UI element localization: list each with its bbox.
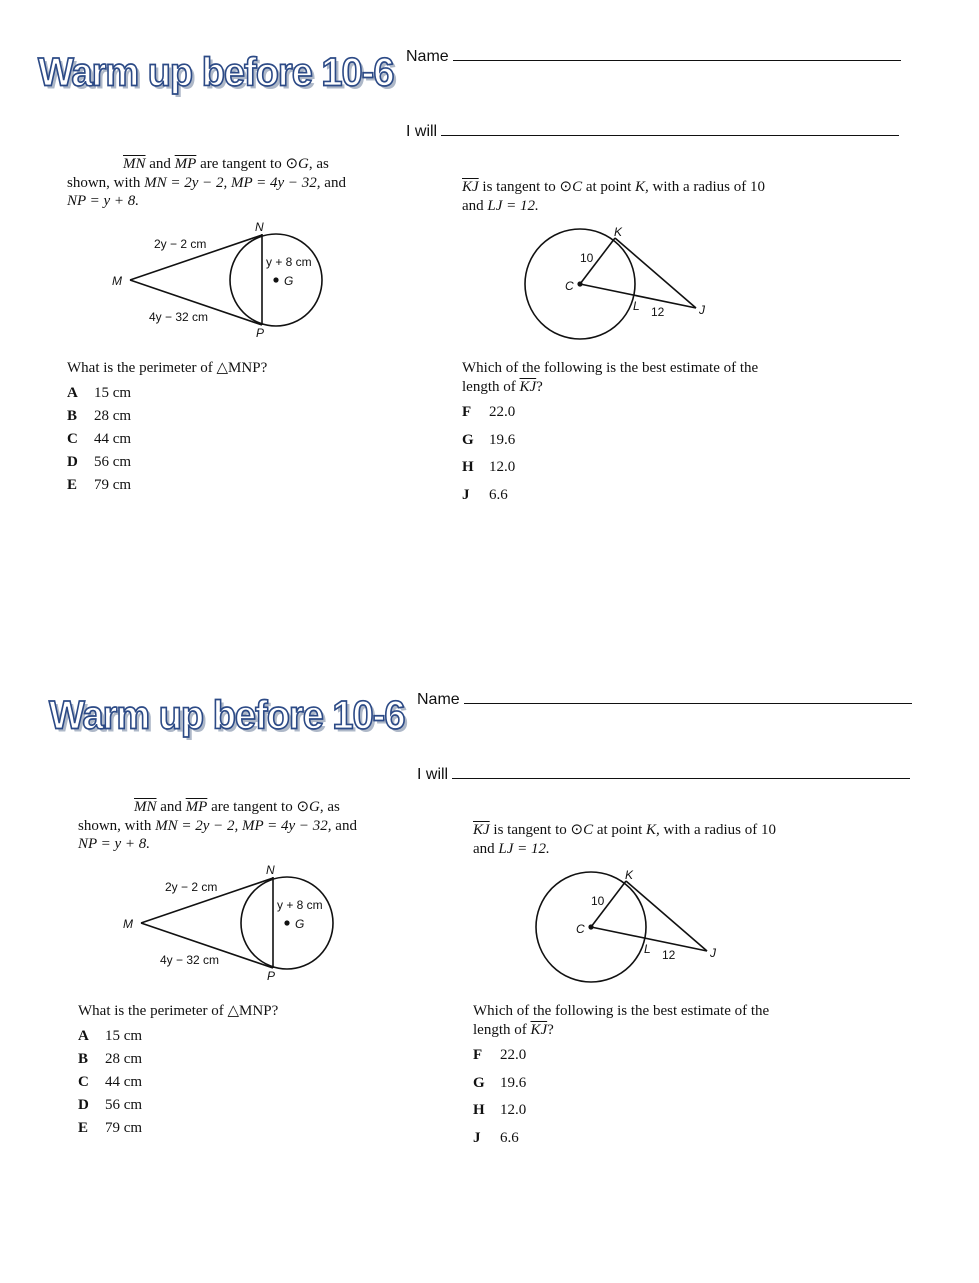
label-2y-2: 2y − 2 cm bbox=[165, 880, 218, 894]
option-B[interactable]: B 28 cm bbox=[78, 1051, 143, 1067]
center-G bbox=[273, 277, 278, 282]
label-radius: 10 bbox=[580, 251, 594, 265]
tangent-KJ bbox=[615, 238, 696, 308]
problem1-prompt: $\overline{MN}$ and $\overline{MP}$ are tangent to ⊙G, as shown, with MN = 2y − 2, MP = 4y − 32, and NP = y + 8. bbox=[67, 156, 346, 209]
worksheet-title: Warm up before 10-6 bbox=[49, 693, 405, 739]
point-L: L bbox=[644, 942, 651, 956]
worksheet-title: Warm up before 10-6 bbox=[38, 50, 394, 96]
point-M: M bbox=[123, 917, 133, 931]
problem2-diagram bbox=[520, 222, 720, 344]
goal-label: I will bbox=[406, 123, 438, 140]
option-E[interactable]: E 79 cm bbox=[78, 1120, 143, 1136]
option-J[interactable]: J 6.6 bbox=[473, 1130, 519, 1146]
option-G[interactable]: G 19.6 bbox=[473, 1075, 527, 1091]
point-L: L bbox=[633, 299, 640, 313]
label-4y-32: 4y − 32 cm bbox=[149, 310, 209, 324]
goal-field[interactable] bbox=[406, 121, 899, 141]
label-12: 12 bbox=[662, 948, 676, 962]
option-F[interactable]: F 22.0 bbox=[462, 404, 516, 420]
option-H[interactable]: H 12.0 bbox=[462, 459, 516, 475]
point-J: J bbox=[710, 946, 716, 960]
option-C[interactable]: C 44 cm bbox=[67, 431, 132, 447]
label-12: 12 bbox=[651, 305, 665, 319]
label-y+8: y + 8 cm bbox=[266, 255, 312, 269]
problem1-diagram bbox=[111, 861, 351, 985]
label-4y-32: 4y − 32 cm bbox=[160, 953, 220, 967]
point-N: N bbox=[255, 220, 264, 234]
label-y+8: y + 8 cm bbox=[277, 898, 323, 912]
problem1-question: What is the perimeter of △MNP? bbox=[78, 1003, 279, 1019]
problem2-question: Which of the following is the best estimate of the length of $\overline{KJ}$? bbox=[462, 360, 759, 395]
worksheet-top bbox=[0, 0, 979, 640]
name-label: Name bbox=[417, 691, 460, 708]
problem1-question: What is the perimeter of △MNP? bbox=[67, 360, 268, 376]
problem1-diagram bbox=[100, 218, 340, 342]
option-D[interactable]: D 56 cm bbox=[67, 454, 132, 470]
name-field[interactable] bbox=[417, 689, 912, 709]
option-G[interactable]: G 19.6 bbox=[462, 432, 516, 448]
point-G: G bbox=[284, 274, 294, 288]
option-E[interactable]: E 79 cm bbox=[67, 477, 132, 493]
point-N: N bbox=[266, 863, 275, 877]
point-C: C bbox=[565, 279, 574, 293]
goal-field[interactable] bbox=[417, 764, 910, 784]
problem2-diagram bbox=[531, 865, 731, 987]
option-B[interactable]: B 28 cm bbox=[67, 408, 132, 424]
problem1-prompt: $\overline{MN}$ and $\overline{MP}$ are tangent to ⊙G, as shown, with MN = 2y − 2, MP = 4y − 32, and NP = y + 8. bbox=[78, 799, 357, 852]
point-M: M bbox=[112, 274, 122, 288]
name-field[interactable] bbox=[406, 46, 901, 66]
point-K: K bbox=[614, 225, 623, 239]
label-radius: 10 bbox=[591, 894, 605, 908]
point-C: C bbox=[576, 922, 585, 936]
option-F[interactable]: F 22.0 bbox=[473, 1047, 527, 1063]
point-K: K bbox=[625, 868, 634, 882]
option-A[interactable]: A 15 cm bbox=[67, 385, 132, 401]
point-J: J bbox=[699, 303, 705, 317]
tangent-KJ bbox=[626, 881, 707, 951]
problem2-question: Which of the following is the best estimate of the length of $\overline{KJ}$? bbox=[473, 1003, 770, 1038]
problem2-prompt: $\overline{KJ}$ is tangent to ⊙C at point K, with a radius of 10 and LJ = 12. bbox=[462, 179, 766, 214]
option-J[interactable]: J 6.6 bbox=[462, 487, 508, 503]
center-C bbox=[577, 281, 582, 286]
option-C[interactable]: C 44 cm bbox=[78, 1074, 143, 1090]
center-C bbox=[588, 924, 593, 929]
worksheet-bottom bbox=[11, 643, 979, 1283]
problem2-prompt: $\overline{KJ}$ is tangent to ⊙C at point K, with a radius of 10 and LJ = 12. bbox=[473, 822, 777, 857]
point-P: P bbox=[256, 326, 265, 340]
name-label: Name bbox=[406, 48, 449, 65]
point-G: G bbox=[295, 917, 305, 931]
label-2y-2: 2y − 2 cm bbox=[154, 237, 207, 251]
option-D[interactable]: D 56 cm bbox=[78, 1097, 143, 1113]
goal-label: I will bbox=[417, 766, 449, 783]
option-A[interactable]: A 15 cm bbox=[78, 1028, 143, 1044]
option-H[interactable]: H 12.0 bbox=[473, 1102, 527, 1118]
center-G bbox=[284, 920, 289, 925]
point-P: P bbox=[267, 969, 276, 983]
